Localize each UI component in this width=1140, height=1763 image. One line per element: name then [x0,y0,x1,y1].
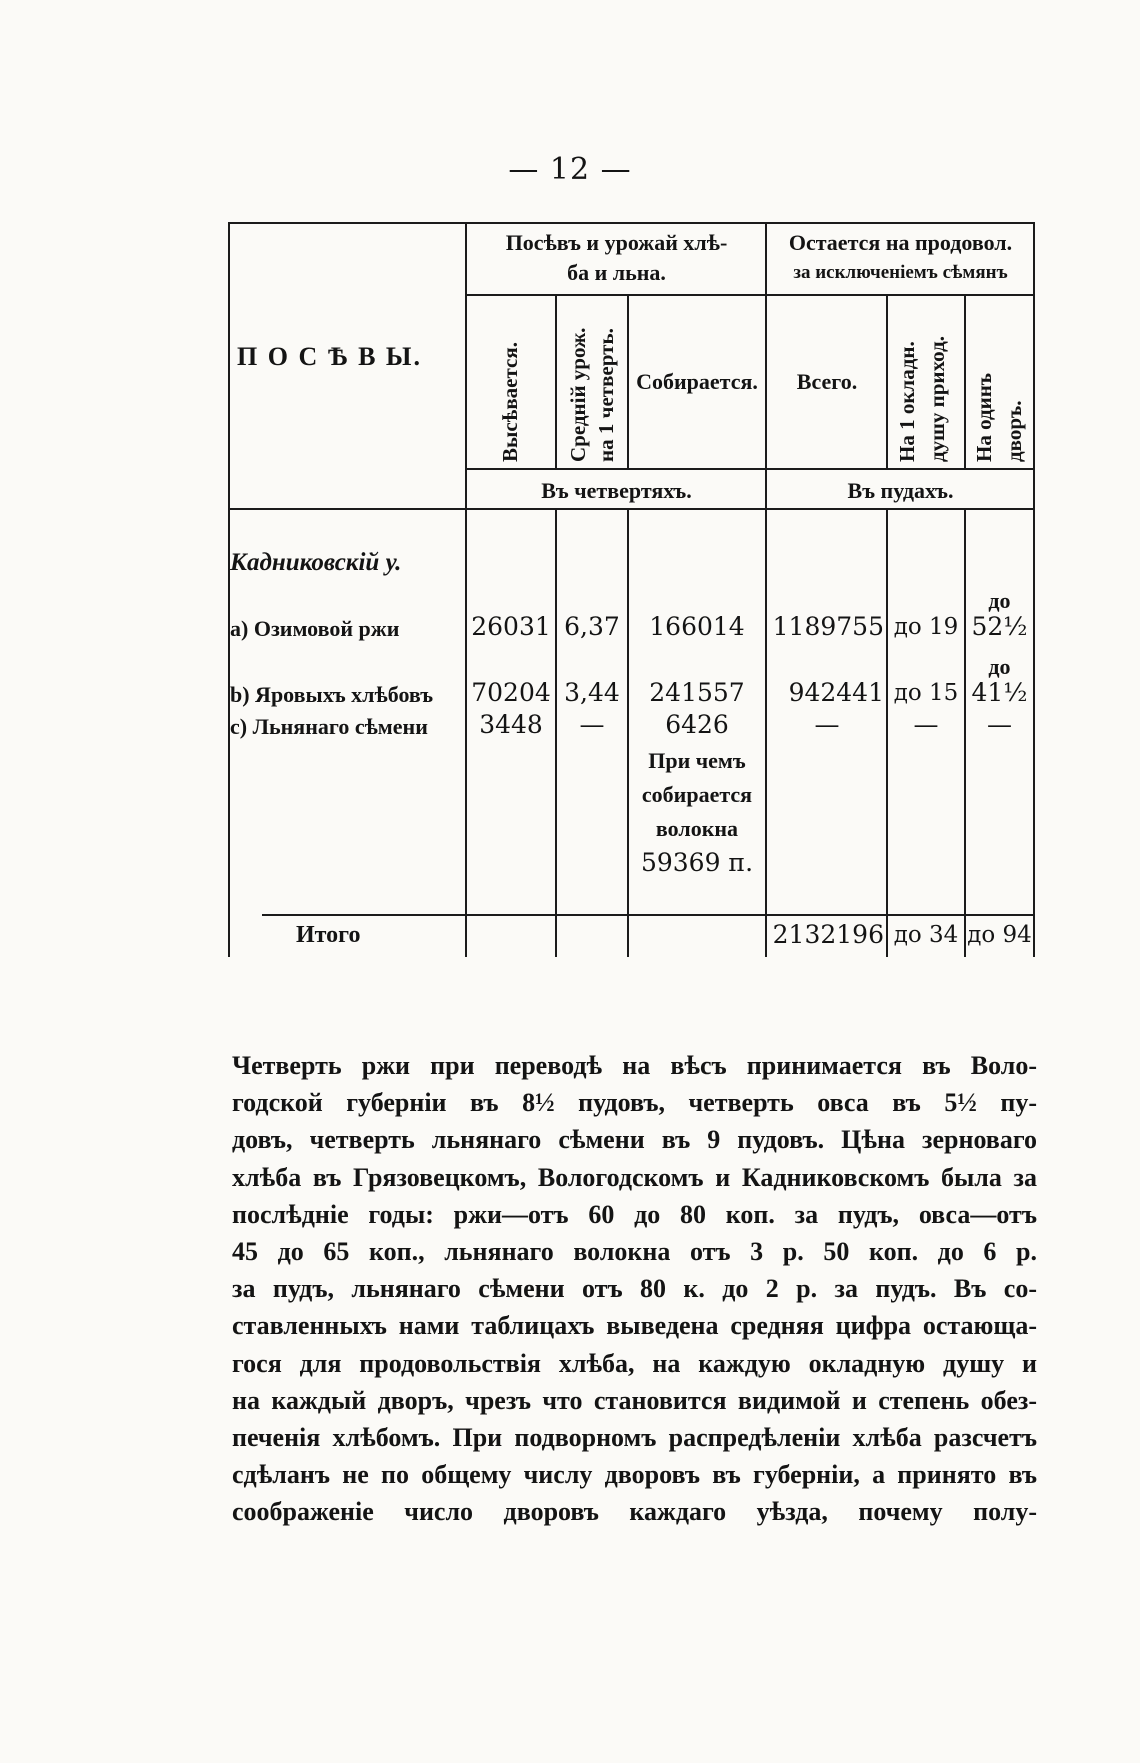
total-cell-per-soul: до 34 [893,922,959,948]
district-name: Кадниковскій у. [230,549,402,576]
paragraph-line: на каждый дворъ, чрезъ что становится видимой и степень обез- [232,1385,1037,1415]
cell-collected: 166014 [649,612,745,641]
col-rule-labels [465,222,467,957]
unit-right: Въ пудахъ. [847,478,954,503]
col-rule-sown [555,294,557,468]
cell-collected: 6426 [665,710,729,739]
table-row-label: a) Озимовой ржи [230,616,400,641]
table-row-label: b) Яровыхъ хлѣбовъ [230,682,434,707]
table-left-rule [228,222,230,957]
col-header-total: Всего. [796,369,858,394]
cell-total: — [814,710,840,739]
table-row-label: c) Льнянаго сѣмени [230,714,428,739]
cell-per-yard: — [987,710,1012,739]
cell-per-yard-prefix: до [988,588,1011,613]
cell-yield: 6,37 [564,612,620,641]
cell-total: 1189755 [772,612,884,641]
cell-total: 942441 [788,678,884,707]
group1-header-line1: Посѣвъ и урожай хлѣ- [505,230,728,255]
cell-per-soul: — [913,710,939,739]
col-header-collected: Собирается. [636,369,758,394]
paragraph-line: послѣдніе годы: ржи—отъ 60 до 80 коп. за пудъ, овса—отъ [232,1199,1037,1229]
header-bottom-rule [228,508,1033,510]
table-top-rule [228,222,1033,224]
cell-sown: 26031 [471,612,551,641]
paragraph-line: Четверть ржи при переводѣ на вѣсъ принимается въ Воло- [232,1051,1037,1080]
fiber-note-value: 59369 п. [640,848,754,877]
cell-yield: — [579,710,605,739]
unit-left: Въ четвертяхъ. [541,478,692,503]
cell-per-soul: до 15 [893,680,959,706]
group1-header-line2: ба и льна. [567,260,666,285]
fiber-note-line: волокна [655,816,739,841]
paragraph-line: гося для продовольствія хлѣба, на каждую окладную душу и [232,1348,1037,1378]
row-header-title: П О С Ѣ В Ы. [237,342,422,371]
col-rule-soul [964,294,966,468]
total-row-label: Итого [296,922,361,948]
fiber-note-line: собирается [641,782,753,807]
paragraph-line: хлѣба въ Грязовецкомъ, Вологодскомъ и Кадниковскомъ была за [232,1162,1037,1192]
cell-collected: 241557 [649,678,745,707]
cell-yield: 3,44 [564,678,620,707]
total-cell-total: 2132196 [772,920,884,949]
cell-per-yard: 41½ [971,678,1028,707]
paragraph-line: ставленныхъ нами таблицахъ выведена средняя цифра остающа- [232,1311,1037,1341]
col-header-yield-line2: на 1 четверть. [594,328,618,462]
total-cell-per-yard: до 94 [967,922,1032,948]
cell-sown: 3448 [479,710,543,739]
table-right-rule [1033,222,1035,957]
total-row-rule [262,914,1033,916]
paragraph-line: соображеніе число дворовъ каждаго уѣзда, почему полу- [232,1497,1037,1527]
col-header-soul-line1: На 1 окладн. [895,341,919,462]
col-header-yard-line2: дворъ. [1002,400,1026,462]
group2-header-line2: за исключеніемъ сѣмянъ [793,262,1008,283]
col-header-yard-line1: На одинъ [972,372,996,462]
col-rule-total [886,294,888,468]
paragraph-line: довъ, четверть льнянаго сѣмени въ 9 пудовъ. Цѣна зерноваго [232,1125,1037,1155]
header-units-rule [465,468,1033,470]
paragraph-line: 45 до 65 коп., льнянаго волокна отъ 3 р. 50 коп. до 6 р. [232,1236,1037,1266]
col-header-yield-line1: Средній урож. [566,327,590,462]
paragraph-line: печенія хлѣбомъ. При подворномъ распредѣленіи хлѣба разсчетъ [232,1422,1037,1452]
page-number: — 12 — [508,152,632,187]
paragraph-line: сдѣланъ не по общему числу дворовъ въ губерніи, а принято въ [232,1460,1037,1490]
fiber-note-line: При чемъ [648,748,746,773]
cell-per-yard-prefix: до [988,654,1011,679]
col-header-sown: Высѣвается. [498,342,522,462]
group2-header-line1: Остается на продовол. [788,230,1013,255]
body-paragraph [232,1047,1037,1530]
cell-sown: 70204 [471,678,551,707]
col-header-soul-line2: душу приход. [925,336,949,462]
col-rule-collected [765,222,767,957]
paragraph-line: за пудъ, льнянаго сѣмени отъ 80 к. до 2 р. за пудъ. Въ со- [232,1274,1037,1304]
cell-per-soul: до 19 [893,614,959,640]
cell-per-yard: 52½ [971,612,1028,641]
header-group-rule [465,294,1033,296]
paragraph-line: годской губерніи въ 8½ пудовъ, четверть овса въ 5½ пу- [232,1088,1037,1118]
